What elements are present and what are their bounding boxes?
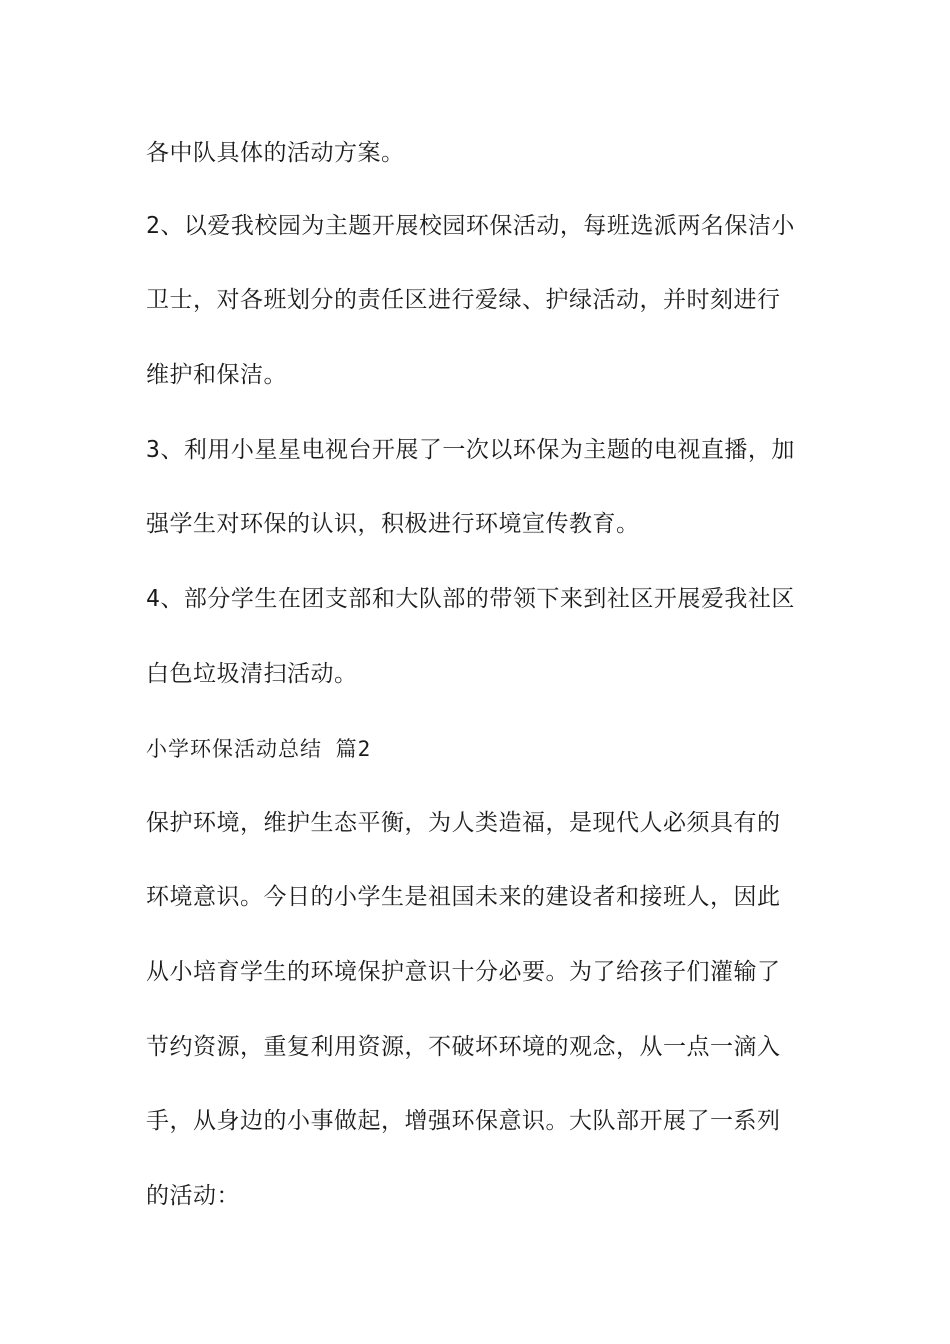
text-line: 白色垃圾清扫活动。 xyxy=(146,661,358,687)
text-line: 手，从身边的小事做起，增强环保意识。大队部开展了一系列 xyxy=(146,1108,781,1134)
text-line: 2、以爱我校园为主题开展校园环保活动，每班选派两名保洁小 xyxy=(146,213,795,239)
text-line: 卫士，对各班划分的责任区进行爱绿、护绿活动，并时刻进行 xyxy=(146,287,781,313)
text-line: 各中队具体的活动方案。 xyxy=(146,140,405,166)
text-line: 的活动： xyxy=(146,1183,240,1209)
text-line: 环境意识。今日的小学生是祖国未来的建设者和接班人，因此 xyxy=(146,884,781,910)
text-line: 从小培育学生的环境保护意识十分必要。为了给孩子们灌输了 xyxy=(146,959,781,985)
text-line: 节约资源，重复利用资源，不破坏环境的观念，从一点一滴入 xyxy=(146,1034,781,1060)
text-line: 强学生对环保的认识，积极进行环境宣传教育。 xyxy=(146,511,640,537)
text-line: 保护环境，维护生态平衡，为人类造福，是现代人必须具有的 xyxy=(146,810,781,836)
section-heading: 小学环保活动总结 篇2 xyxy=(146,737,372,761)
text-line: 维护和保洁。 xyxy=(146,362,287,388)
text-line: 4、部分学生在团支部和大队部的带领下来到社区开展爱我社区 xyxy=(146,586,795,612)
text-line: 3、利用小星星电视台开展了一次以环保为主题的电视直播，加 xyxy=(146,437,795,463)
